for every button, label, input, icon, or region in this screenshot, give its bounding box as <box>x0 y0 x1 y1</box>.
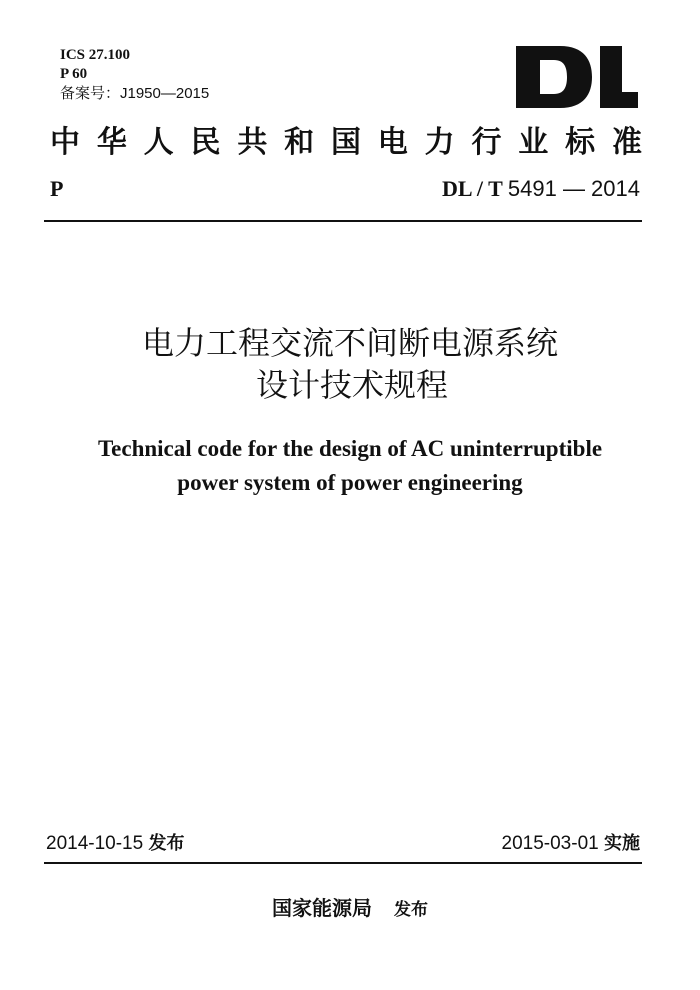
effective-date <box>502 830 640 858</box>
issue-label: 发布 <box>148 833 185 854</box>
issuer-action: 发布 <box>394 900 428 920</box>
standard-type-heading <box>50 124 642 162</box>
issue-date-value: 2014-10-15 <box>46 833 144 854</box>
standard-title-english <box>0 432 700 500</box>
dl-logo <box>514 44 640 110</box>
dates-row <box>46 830 640 858</box>
bottom-divider <box>44 862 642 864</box>
ics-code: ICS 27.100 <box>60 47 131 63</box>
filing-number: 备案号：J1950—2015 <box>60 85 210 102</box>
standard-number <box>442 174 640 204</box>
standard-type-char: 力 <box>424 125 455 160</box>
title-cn-line-2: 设计技术规程 <box>255 366 448 404</box>
issuer-name: 国家能源局 <box>272 896 372 920</box>
standard-prefix: DL / T <box>442 176 508 201</box>
standard-type-char: 华 <box>96 125 127 160</box>
standard-type-char: 人 <box>143 125 174 160</box>
standard-type-char: 电 <box>377 125 408 160</box>
standard-type-char: 共 <box>237 125 268 160</box>
standard-type-char: 行 <box>471 125 502 160</box>
effective-label: 实施 <box>604 833 640 854</box>
standard-type-char: 中 <box>50 125 80 160</box>
standard-type-char: 和 <box>284 125 315 160</box>
category-letter: P <box>50 176 64 201</box>
category-code: P 60 <box>60 66 88 82</box>
title-en-line-2: power system of power engineering <box>177 470 523 495</box>
standard-type-char: 业 <box>518 125 549 160</box>
issuing-authority <box>0 894 700 924</box>
title-en-line-1: Technical code for the design of AC uninterruptible <box>97 436 603 461</box>
standard-title-chinese <box>0 322 700 406</box>
standard-number-value: 5491 — 2014 <box>507 176 640 201</box>
logo-letter-l <box>600 46 638 108</box>
title-cn-line-1: 电力工程交流不间断电源系统 <box>141 324 558 362</box>
document-metadata <box>60 46 209 103</box>
standard-type-char: 标 <box>565 125 596 160</box>
top-divider <box>44 220 642 222</box>
issue-date <box>46 830 184 858</box>
standard-type-char: 准 <box>611 125 642 160</box>
standard-code-row <box>50 174 640 204</box>
standard-type-char: 民 <box>190 125 221 160</box>
logo-letter-d <box>516 46 592 108</box>
effective-date-value: 2015-03-01 <box>501 833 599 854</box>
standard-type-char: 国 <box>330 125 361 160</box>
